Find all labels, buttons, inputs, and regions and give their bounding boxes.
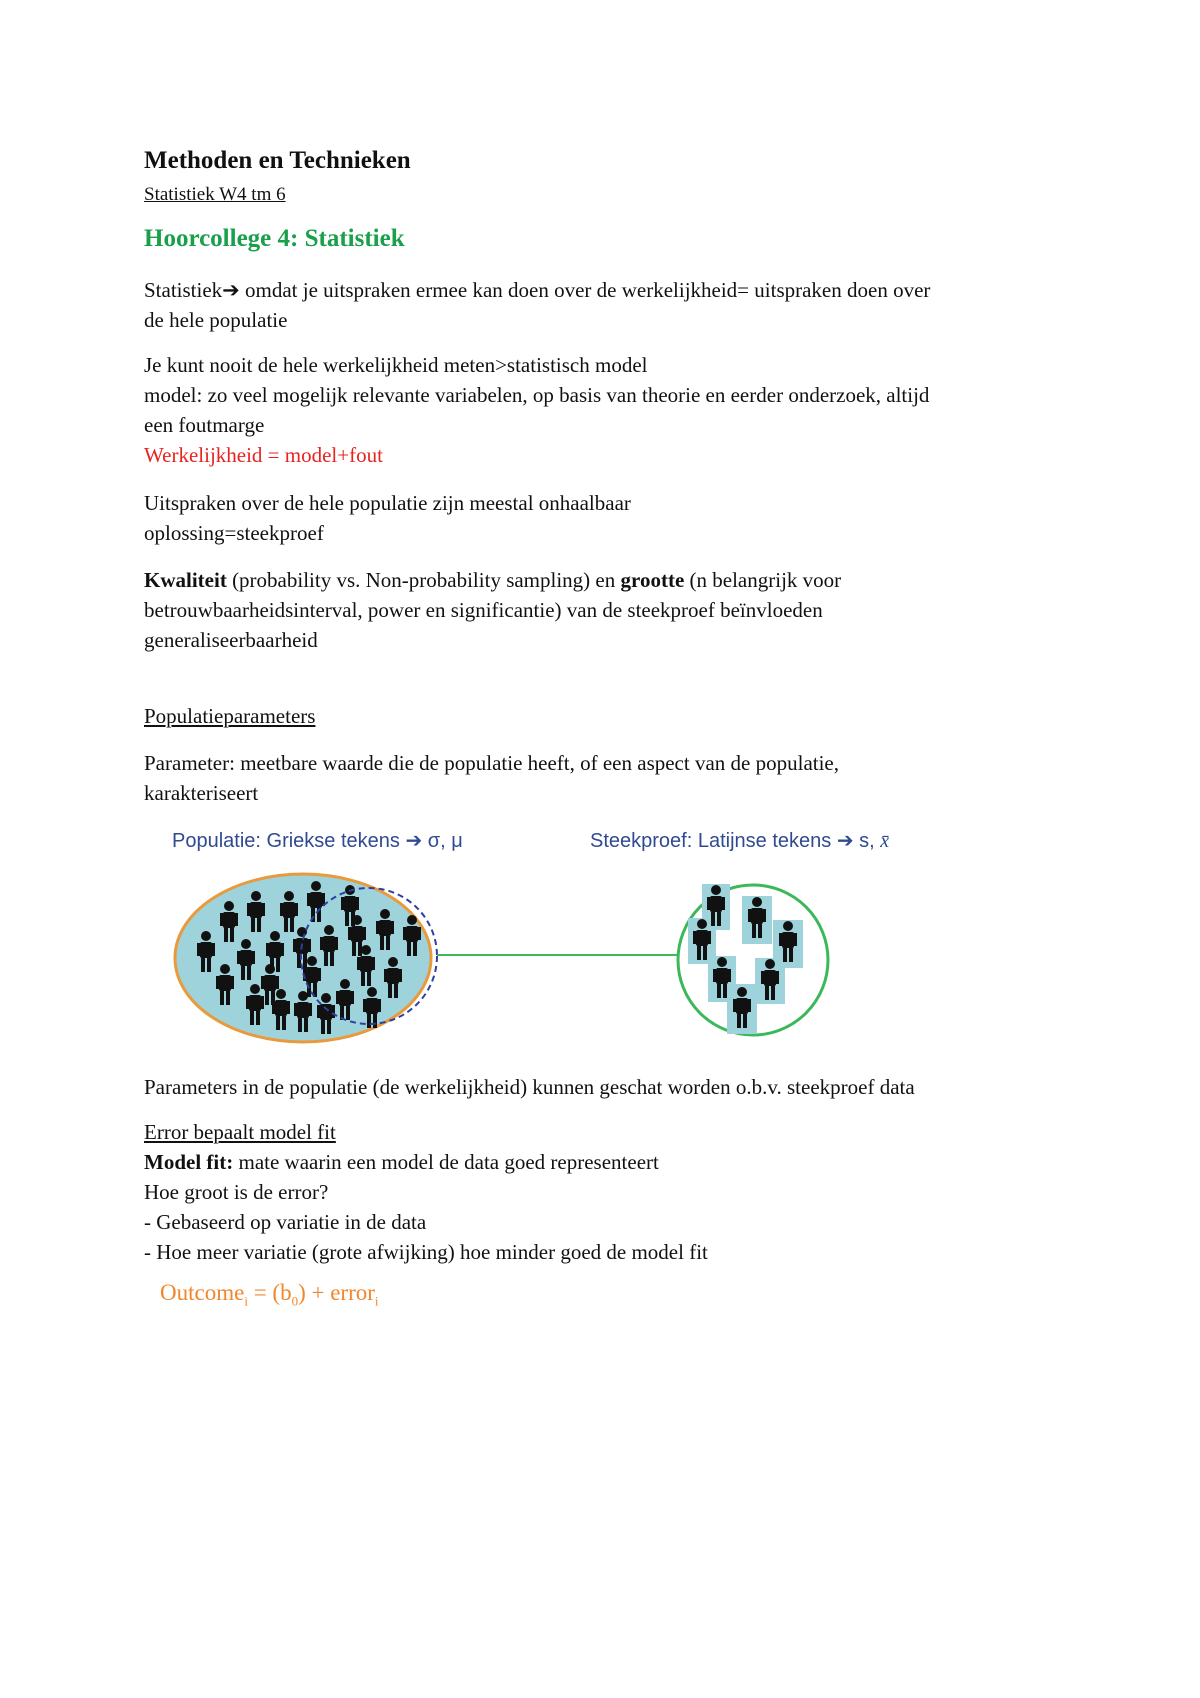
paragraph-model-red: Werkelijkheid = model+fout xyxy=(144,443,383,467)
outcome-formula: Outcome$_i$ = $(b_0)$ + error$_i$ xyxy=(160,1280,379,1309)
paragraph-modelfit-line2: Hoe groot is de error? xyxy=(144,1180,329,1204)
paragraph-populatie-line2: oplossing=steekproef xyxy=(144,521,324,545)
paragraph-modelfit-line4: - Hoe meer variatie (grote afwijking) hoe minder goed de model fit xyxy=(144,1240,708,1264)
arrow-icon: ➔ xyxy=(222,278,240,302)
paragraph-modelfit-line3: - Gebaseerd op variatie in de data xyxy=(144,1210,427,1234)
section-heading-populatieparameters: Populatieparameters xyxy=(144,704,316,728)
paragraph-model-line2: model: zo veel mogelijk relevante variabelen, op basis van theorie en eerder onderzoek, altijd xyxy=(144,383,930,407)
section-heading-hoorcollege: Hoorcollege 4: Statistiek xyxy=(144,225,405,252)
paragraph-parameter-line2: karakteriseert xyxy=(144,781,259,805)
section-heading-error: Error bepaalt model fit xyxy=(144,1120,336,1144)
paragraph-populatie-line1: Uitspraken over de hele populatie zijn meestal onhaalbaar xyxy=(144,491,631,515)
document-subtitle: Statistiek W4 tm 6 xyxy=(144,184,286,205)
figure-label-populatie: Populatie: Griekse tekens ➔ σ, μ xyxy=(172,830,463,852)
document-title: Methoden en Technieken xyxy=(144,147,411,174)
figure-caption: Parameters in de populatie (de werkelijkheid) kunnen geschat worden o.b.v. steekproef data xyxy=(144,1075,915,1099)
paragraph-kwaliteit-line2: betrouwbaarheidsinterval, power en significantie) van de steekproef beïnvloeden xyxy=(144,598,823,622)
paragraph-statistiek-line2: de hele populatie xyxy=(144,308,288,332)
figure-label-steekproef: Steekproef: Latijnse tekens ➔ s, x̄ xyxy=(590,830,890,852)
paragraph-model-line3: een foutmarge xyxy=(144,413,265,437)
paragraph-statistiek-line1: Statistiek➔ omdat je uitspraken ermee kan doen over de werkelijkheid= uitspraken doen over xyxy=(144,278,931,302)
paragraph-parameter-line1: Parameter: meetbare waarde die de populatie heeft, of een aspect van de populatie, xyxy=(144,751,839,775)
paragraph-kwaliteit-line3: generaliseerbaarheid xyxy=(144,628,318,652)
paragraph-kwaliteit-line1: Kwaliteit (probability vs. Non-probability sampling) en grootte (n belangrijk voor xyxy=(144,568,842,592)
paragraph-modelfit-line1: Model fit: mate waarin een model de data goed representeert xyxy=(144,1150,659,1174)
paragraph-model-line1: Je kunt nooit de hele werkelijkheid meten>statistisch model xyxy=(144,353,648,377)
